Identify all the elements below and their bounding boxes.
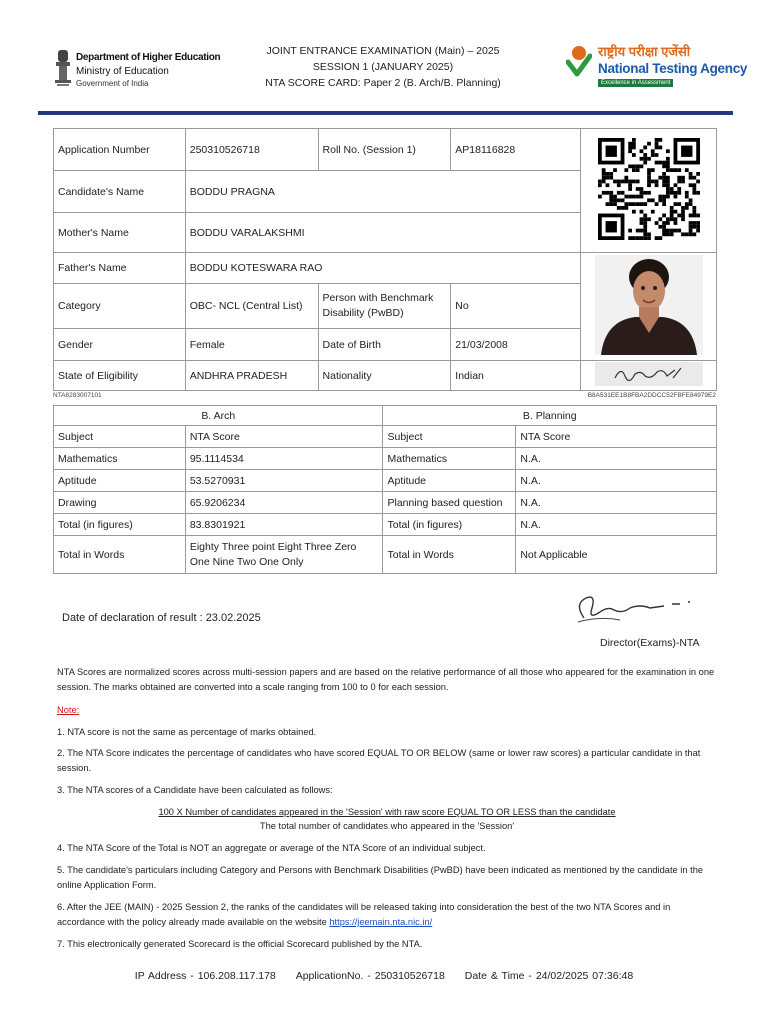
note-4: 4. The NTA Score of the Total is NOT an aggregate or average of the NTA Score of an individual subject. bbox=[57, 843, 486, 853]
note-6-text: 6. After the JEE (MAIN) - 2025 Session 2, the ranks of the candidates will be released taking into consideration the best of the two NTA Scores and in accordance with the policy already made available on the website bbox=[57, 902, 671, 927]
formula-numerator: 100 X Number of candidates appeared in the 'Session' with raw score EQUAL TO OR LESS than the candidate bbox=[158, 807, 616, 817]
code-right: B8A531EE1B8FBA2DDCC52FBFE84979E2 bbox=[587, 392, 716, 399]
mother-name-label: Mother's Name bbox=[54, 213, 186, 253]
barch-subject: Drawing bbox=[54, 492, 186, 514]
table-row bbox=[54, 492, 717, 514]
note-2: 2. The NTA Score indicates the percentage of candidates who have scored EQUAL TO OR BELOW (same or lower raw scores) a particular candidate in that session. bbox=[57, 748, 701, 773]
moe-line1: Department of Higher Education bbox=[76, 52, 221, 63]
table-row bbox=[54, 536, 717, 574]
nta-intro: NTA Scores are normalized scores across multi-session papers and are based on the relative performance of all those who appeared for the examination in one session. The marks obtained are converted into a scale ranging from 100 to 0 for each session. bbox=[57, 667, 715, 692]
candidate-info-table bbox=[53, 128, 717, 391]
note-3: 3. The NTA scores of a Candidate have been calculated as follows: bbox=[57, 785, 333, 795]
table-row bbox=[54, 514, 717, 536]
score-table bbox=[53, 405, 717, 574]
barch-subject: Aptitude bbox=[54, 470, 186, 492]
barch-score: 95.1114534 bbox=[185, 448, 383, 470]
barch-total-words: Eighty Three point Eight Three Zero One Nine Two One Only bbox=[185, 536, 383, 574]
bplanning-total-words: Not Applicable bbox=[516, 536, 717, 574]
words-label: Total in Words bbox=[383, 536, 516, 574]
barch-subject: Mathematics bbox=[54, 448, 186, 470]
jeemain-link[interactable]: https://jeemain.nta.nic.in/ bbox=[329, 917, 433, 927]
ministry-logo-block bbox=[54, 44, 221, 94]
gender-label: Gender bbox=[54, 329, 186, 361]
table-row bbox=[54, 448, 717, 470]
dob-label: Date of Birth bbox=[318, 329, 451, 361]
col-score: NTA Score bbox=[185, 426, 383, 448]
words-label: Total in Words bbox=[54, 536, 186, 574]
director-signature bbox=[570, 590, 700, 630]
nationality-label: Nationality bbox=[318, 361, 451, 391]
category-label: Category bbox=[54, 284, 186, 329]
table-row bbox=[54, 253, 717, 284]
bplanning-subject: Planning based question bbox=[383, 492, 516, 514]
formula-denominator: The total number of candidates who appeared in the 'Session' bbox=[259, 821, 515, 831]
table-row bbox=[54, 361, 717, 391]
national-emblem-icon bbox=[54, 48, 72, 88]
nationality-value: Indian bbox=[451, 361, 581, 391]
bplanning-subject: Total (in figures) bbox=[383, 514, 516, 536]
header-divider bbox=[38, 111, 733, 115]
barch-score: 83.8301921 bbox=[185, 514, 383, 536]
mother-name-value: BODDU VARALAKSHMI bbox=[185, 213, 580, 253]
note-1: 1. NTA score is not the same as percentage of marks obtained. bbox=[57, 727, 317, 737]
col-subject: Subject bbox=[383, 426, 516, 448]
category-value: OBC- NCL (Central List) bbox=[185, 284, 318, 329]
note-6 bbox=[57, 900, 717, 930]
qr-code-cell bbox=[581, 129, 717, 253]
candidate-name-label: Candidate's Name bbox=[54, 171, 186, 213]
table-row bbox=[54, 426, 717, 448]
bplanning-score: N.A. bbox=[516, 470, 717, 492]
bplanning-subject: Aptitude bbox=[383, 470, 516, 492]
footer-ip: IP Address - 106.208.117.178 bbox=[134, 970, 276, 982]
father-name-value: BODDU KOTESWARA RAO bbox=[185, 253, 580, 284]
note-5: 5. The candidate's particulars including Category and Persons with Benchmark Disabilities (PwBD) have been indicated as mentioned by the candidate in the online Application Form. bbox=[57, 865, 704, 890]
col-subject: Subject bbox=[54, 426, 186, 448]
footer-appno: ApplicationNo. - 250310526718 bbox=[295, 970, 445, 982]
state-value: ANDHRA PRADESH bbox=[185, 361, 318, 391]
barch-subject: Total (in figures) bbox=[54, 514, 186, 536]
table-row bbox=[54, 470, 717, 492]
bplanning-header: B. Planning bbox=[383, 406, 717, 426]
table-row bbox=[54, 406, 717, 426]
exam-header bbox=[220, 43, 546, 91]
col-score: NTA Score bbox=[516, 426, 717, 448]
nta-tagline: Excellence in Assessment bbox=[598, 79, 673, 87]
state-label: State of Eligibility bbox=[54, 361, 186, 391]
barch-score: 53.5270931 bbox=[185, 470, 383, 492]
dob-value: 21/03/2008 bbox=[451, 329, 581, 361]
score-formula bbox=[57, 805, 717, 833]
pwbd-label: Person with Benchmark Disability (PwBD) bbox=[318, 284, 451, 329]
declaration-date: Date of declaration of result : 23.02.2025 bbox=[62, 612, 261, 624]
bplanning-score: N.A. bbox=[516, 514, 717, 536]
bplanning-score: N.A. bbox=[516, 448, 717, 470]
director-title: Director(Exams)-NTA bbox=[600, 637, 700, 649]
application-number-label: Application Number bbox=[54, 129, 186, 171]
nta-check-logo-icon bbox=[566, 44, 592, 78]
nta-logo-block bbox=[566, 40, 748, 88]
exam-title: JOINT ENTRANCE EXAMINATION (Main) – 2025 bbox=[266, 45, 500, 57]
note-label: Note: bbox=[57, 705, 80, 715]
roll-no-label: Roll No. (Session 1) bbox=[318, 129, 451, 171]
note-7: 7. This electronically generated Scorecard is the official Scorecard published by the NTA. bbox=[57, 939, 423, 949]
candidate-name-value: BODDU PRAGNA bbox=[185, 171, 580, 213]
application-number-value: 250310526718 bbox=[185, 129, 318, 171]
nta-name: National Testing Agency bbox=[598, 61, 748, 76]
moe-line2: Ministry of Education bbox=[76, 66, 169, 77]
moe-line3: Government of India bbox=[76, 79, 149, 88]
footer-datetime: Date & Time - 24/02/2025 07:36:48 bbox=[464, 970, 634, 982]
bplanning-subject: Mathematics bbox=[383, 448, 516, 470]
gender-value: Female bbox=[185, 329, 318, 361]
barch-header: B. Arch bbox=[54, 406, 383, 426]
exam-session: SESSION 1 (JANUARY 2025) bbox=[312, 61, 454, 73]
pwbd-value: No bbox=[451, 284, 581, 329]
father-name-label: Father's Name bbox=[54, 253, 186, 284]
candidate-signature bbox=[595, 362, 703, 386]
table-row bbox=[54, 129, 717, 171]
scorecard-title: NTA SCORE CARD: Paper 2 (B. Arch/B. Planning) bbox=[265, 77, 501, 89]
nta-hindi-name: राष्ट्रीय परीक्षा एजेंसी bbox=[598, 44, 691, 59]
bplanning-score: N.A. bbox=[516, 492, 717, 514]
photo-cell bbox=[581, 253, 717, 361]
candidate-photo bbox=[595, 255, 703, 355]
barch-score: 65.9206234 bbox=[185, 492, 383, 514]
qr-code bbox=[595, 138, 703, 240]
code-left: NTA8283007101 bbox=[53, 392, 102, 399]
roll-no-value: AP18116828 bbox=[451, 129, 581, 171]
signature-cell bbox=[581, 361, 717, 391]
footer bbox=[0, 970, 768, 982]
note-heading bbox=[57, 703, 717, 718]
